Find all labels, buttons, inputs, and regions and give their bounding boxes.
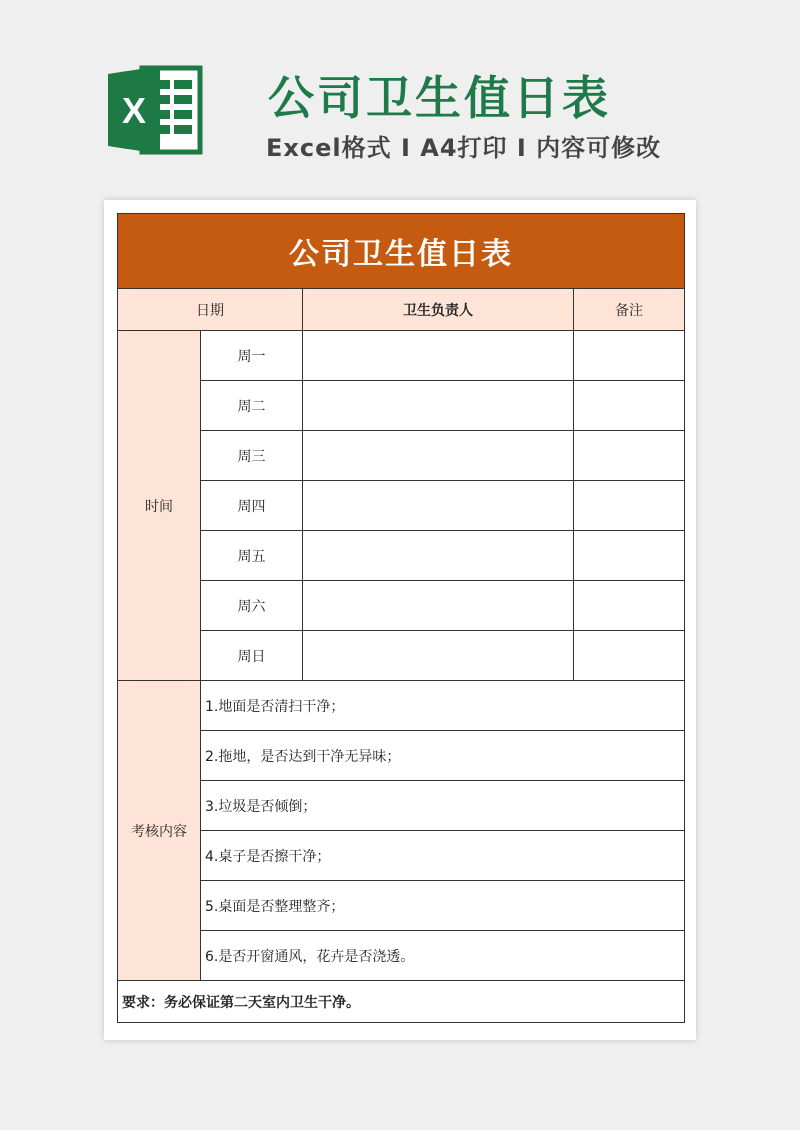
- day-cell: 周一: [201, 331, 303, 381]
- person-cell[interactable]: [303, 631, 574, 681]
- person-cell[interactable]: [303, 581, 574, 631]
- check-item: 4.桌子是否擦干净；: [201, 831, 685, 881]
- duty-table: [117, 213, 685, 1023]
- check-item: 5.桌面是否整理整齐；: [201, 881, 685, 931]
- sheet-title: 公司卫生值日表: [118, 214, 685, 289]
- requirement-note: 要求：务必保证第二天室内卫生干净。: [118, 981, 685, 1023]
- person-cell[interactable]: [303, 381, 574, 431]
- check-item: 3.垃圾是否倾倒；: [201, 781, 685, 831]
- note-cell[interactable]: [574, 431, 685, 481]
- header-note: 备注: [574, 289, 685, 331]
- check-label: 考核内容: [118, 681, 201, 981]
- person-cell[interactable]: [303, 531, 574, 581]
- header-date: 日期: [118, 289, 303, 331]
- day-cell: 周五: [201, 531, 303, 581]
- time-label: 时间: [118, 331, 201, 681]
- note-cell[interactable]: [574, 331, 685, 381]
- note-cell[interactable]: [574, 631, 685, 681]
- day-cell: 周六: [201, 581, 303, 631]
- note-cell[interactable]: [574, 381, 685, 431]
- note-cell[interactable]: [574, 581, 685, 631]
- person-cell[interactable]: [303, 331, 574, 381]
- day-cell: 周四: [201, 481, 303, 531]
- person-cell[interactable]: [303, 431, 574, 481]
- page-title: 公司卫生值日表: [268, 71, 611, 125]
- check-item: 1.地面是否清扫干净；: [201, 681, 685, 731]
- page-subtitle: Excel格式 I A4打印 I 内容可修改: [266, 134, 662, 162]
- logo-letter: X: [121, 90, 147, 131]
- check-item: 6.是否开窗通风，花卉是否浇透。: [201, 931, 685, 981]
- excel-icon: [104, 60, 204, 160]
- note-cell[interactable]: [574, 531, 685, 581]
- day-cell: 周二: [201, 381, 303, 431]
- day-cell: 周三: [201, 431, 303, 481]
- header-person: 卫生负责人: [303, 289, 574, 331]
- note-cell[interactable]: [574, 481, 685, 531]
- day-cell: 周日: [201, 631, 303, 681]
- person-cell[interactable]: [303, 481, 574, 531]
- check-item: 2.拖地，是否达到干净无异味；: [201, 731, 685, 781]
